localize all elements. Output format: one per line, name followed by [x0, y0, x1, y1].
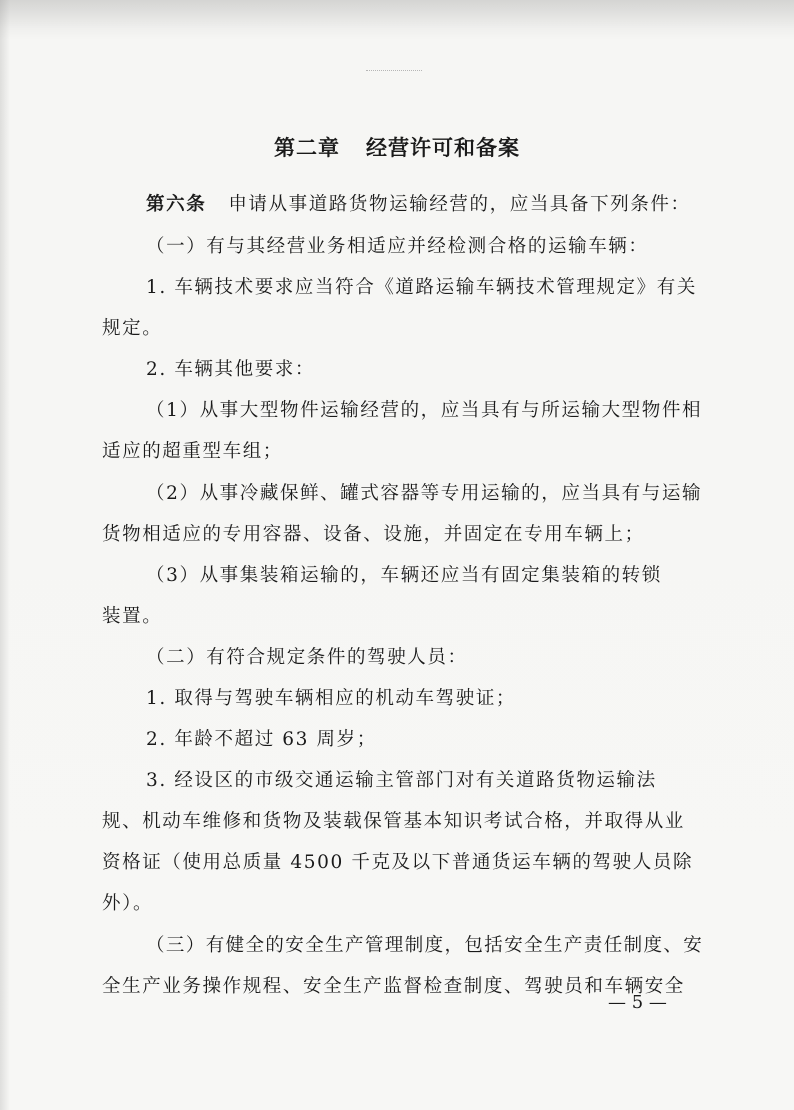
text-line-14: 3. 经设区的市级交通运输主管部门对有关道路货物运输法 — [146, 770, 657, 791]
article-label: 第六条 — [146, 194, 207, 215]
text-line-9: （3）从事集装箱运输的，车辆还应当有固定集装箱的转锁 — [146, 565, 662, 586]
text-line-17: 外）。 — [102, 893, 154, 914]
page-number: — 5 — — [608, 992, 667, 1013]
chapter-number: 第二章 — [274, 135, 340, 160]
text-line-1: （一）有与其经营业务相适应并经检测合格的运输车辆： — [146, 236, 649, 257]
text-line-11: （二）有符合规定条件的驾驶人员： — [146, 647, 468, 668]
text-line-2: 1. 车辆技术要求应当符合《道路运输车辆技术管理规定》有关 — [146, 277, 697, 298]
text-line-6: 适应的超重型车组； — [102, 441, 283, 462]
text-line-10: 装置。 — [102, 606, 163, 627]
scan-shadow-left — [0, 0, 10, 1110]
text-line-3: 规定。 — [102, 318, 163, 339]
text-line-5: （1）从事大型物件运输经营的，应当具有与所运输大型物件相 — [146, 400, 703, 421]
text-line-19: 全生产业务操作规程、安全生产监督检查制度、驾驶员和车辆安全 — [102, 976, 685, 997]
text-line-18: （三）有健全的安全生产管理制度，包括安全生产责任制度、安 — [146, 935, 704, 956]
text-line-8: 货物相适应的专用容器、设备、设施，并固定在专用车辆上； — [102, 524, 645, 545]
text-line-4: 2. 车辆其他要求： — [146, 359, 316, 380]
article-line — [146, 190, 691, 216]
text-line-15: 规、机动车维修和货物及装载保管基本知识考试合格，并取得从业 — [102, 811, 685, 832]
scan-shadow-top — [0, 0, 794, 40]
text-line-0: 申请从事道路货物运输经营的，应当具备下列条件： — [228, 194, 691, 215]
text-line-7: （2）从事冷藏保鲜、罐式容器等专用运输的，应当具有与运输 — [146, 483, 703, 504]
text-line-16: 资格证（使用总质量 4500 千克及以下普通货运车辆的驾驶人员除 — [102, 852, 694, 873]
faint-mark — [366, 70, 422, 74]
chapter-name: 经营许可和备案 — [366, 135, 520, 160]
text-line-12: 1. 取得与驾驶车辆相应的机动车驾驶证； — [146, 688, 517, 709]
chapter-title — [0, 132, 794, 162]
text-line-13: 2. 年龄不超过 63 周岁； — [146, 729, 377, 750]
